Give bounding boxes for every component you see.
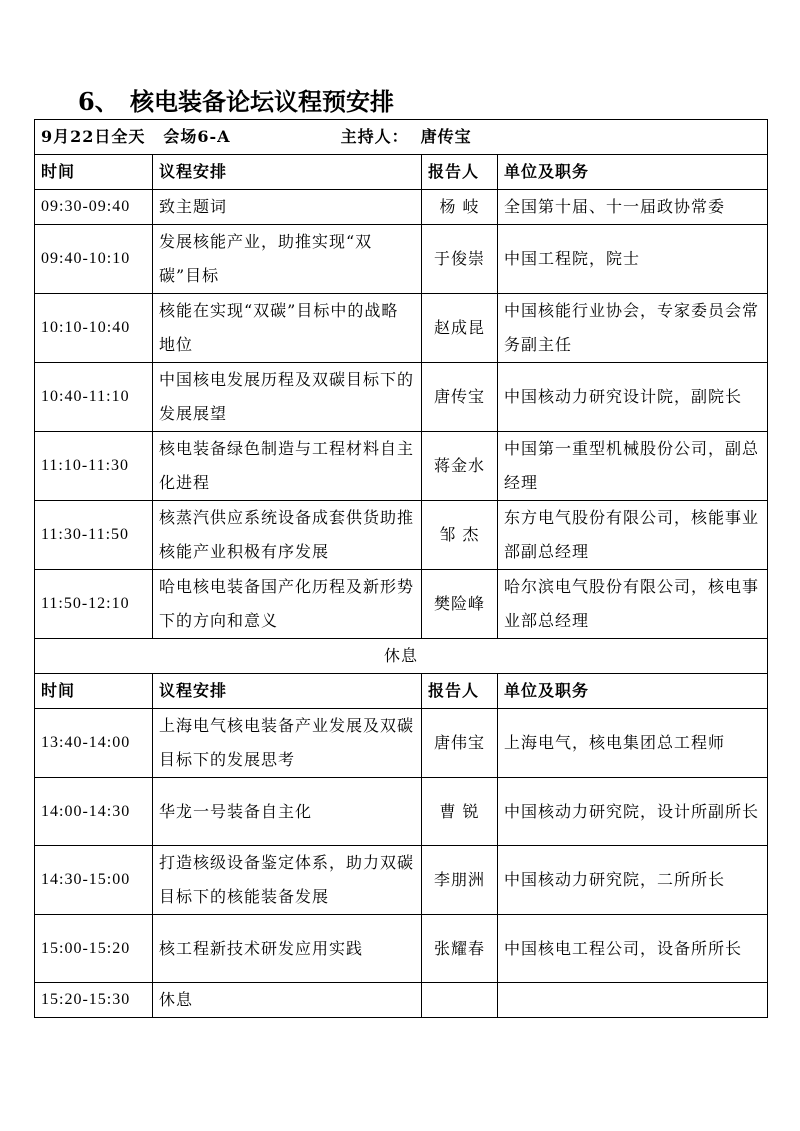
table-row	[35, 363, 768, 432]
topic-cell: 休息	[153, 983, 422, 1018]
speaker-cell: 赵成昆	[422, 294, 498, 363]
table-row	[35, 432, 768, 501]
org-cell: 上海电气，核电集团总工程师	[498, 709, 768, 778]
table-row	[35, 225, 768, 294]
table-row	[35, 501, 768, 570]
org-cell: 中国工程院，院士	[498, 225, 768, 294]
column-header-time: 时间	[35, 674, 153, 709]
table-row	[35, 709, 768, 778]
org-cell: 中国核电工程公司，设备所所长	[498, 915, 768, 983]
time-cell: 10:40-11:10	[35, 363, 153, 432]
speaker-cell: 蒋金水	[422, 432, 498, 501]
speaker-cell: 邹 杰	[422, 501, 498, 570]
speaker-cell: 杨 岐	[422, 190, 498, 225]
agenda-table	[34, 119, 768, 1018]
time-cell: 11:10-11:30	[35, 432, 153, 501]
speaker-cell: 于俊崇	[422, 225, 498, 294]
section-title: 核电装备论坛议程预安排	[130, 87, 394, 116]
time-cell: 09:30-09:40	[35, 190, 153, 225]
host-name: 唐传宝	[420, 127, 472, 146]
column-header-time: 时间	[35, 155, 153, 190]
topic-cell: 华龙一号装备自主化	[153, 778, 422, 846]
section-number: 6、	[78, 87, 119, 116]
topic-cell: 核工程新技术研发应用实践	[153, 915, 422, 983]
topic-cell: 哈电核电装备国产化历程及新形势下的方向和意义	[153, 570, 422, 639]
column-header-speaker: 报告人	[422, 674, 498, 709]
topic-cell: 发展核能产业，助推实现“双碳”目标	[153, 225, 422, 294]
table-row	[35, 294, 768, 363]
speaker-cell: 张耀春	[422, 915, 498, 983]
speaker-cell: 樊险峰	[422, 570, 498, 639]
speaker-cell: 唐伟宝	[422, 709, 498, 778]
table-row	[35, 570, 768, 639]
time-cell: 13:40-14:00	[35, 709, 153, 778]
speaker-cell: 李朋洲	[422, 846, 498, 915]
page-title	[78, 82, 394, 117]
time-cell: 15:00-15:20	[35, 915, 153, 983]
host-label: 主持人：	[340, 127, 409, 146]
org-cell: 东方电气股份有限公司，核能事业部副总经理	[498, 501, 768, 570]
header-row	[35, 674, 768, 709]
topic-cell: 核蒸汽供应系统设备成套供货助推核能产业积极有序发展	[153, 501, 422, 570]
speaker-cell: 曹 锐	[422, 778, 498, 846]
org-cell: 全国第十届、十一届政协常委	[498, 190, 768, 225]
time-cell: 10:10-10:40	[35, 294, 153, 363]
session-venue: 会场6-A	[163, 127, 231, 146]
org-cell: 中国核能行业协会，专家委员会常务副主任	[498, 294, 768, 363]
session-date: 9月22日全天	[41, 127, 146, 146]
speaker-cell	[422, 983, 498, 1018]
column-header-topic: 议程安排	[153, 674, 422, 709]
org-cell: 中国核动力研究院，二所所长	[498, 846, 768, 915]
column-header-topic: 议程安排	[153, 155, 422, 190]
column-header-speaker: 报告人	[422, 155, 498, 190]
topic-cell: 核能在实现“双碳”目标中的战略地位	[153, 294, 422, 363]
break-row	[35, 639, 768, 674]
table-row	[35, 778, 768, 846]
time-cell: 14:30-15:00	[35, 846, 153, 915]
topic-cell: 上海电气核电装备产业发展及双碳目标下的发展思考	[153, 709, 422, 778]
time-cell: 11:30-11:50	[35, 501, 153, 570]
org-cell: 中国核动力研究设计院，副院长	[498, 363, 768, 432]
topic-cell: 打造核级设备鉴定体系，助力双碳目标下的核能装备发展	[153, 846, 422, 915]
topic-cell: 致主题词	[153, 190, 422, 225]
session-info	[35, 120, 768, 155]
table-row	[35, 190, 768, 225]
table-row	[35, 846, 768, 915]
org-cell	[498, 983, 768, 1018]
header-row	[35, 155, 768, 190]
time-cell: 11:50-12:10	[35, 570, 153, 639]
table-row	[35, 915, 768, 983]
break-label: 休息	[35, 639, 768, 674]
org-cell: 中国第一重型机械股份公司，副总经理	[498, 432, 768, 501]
speaker-cell: 唐传宝	[422, 363, 498, 432]
column-header-org: 单位及职务	[498, 674, 768, 709]
table-row	[35, 983, 768, 1018]
org-cell: 哈尔滨电气股份有限公司，核电事业部总经理	[498, 570, 768, 639]
time-cell: 14:00-14:30	[35, 778, 153, 846]
session-info-row	[35, 120, 768, 155]
time-cell: 15:20-15:30	[35, 983, 153, 1018]
column-header-org: 单位及职务	[498, 155, 768, 190]
org-cell: 中国核动力研究院，设计所副所长	[498, 778, 768, 846]
topic-cell: 核电装备绿色制造与工程材料自主化进程	[153, 432, 422, 501]
time-cell: 09:40-10:10	[35, 225, 153, 294]
topic-cell: 中国核电发展历程及双碳目标下的发展展望	[153, 363, 422, 432]
